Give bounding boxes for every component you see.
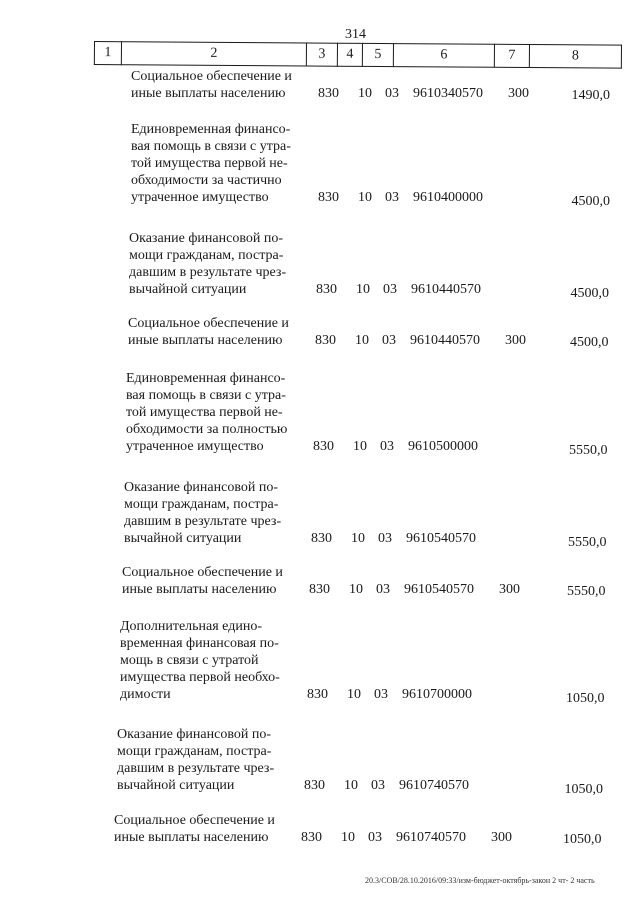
row-description-line: мощи гражданам, постра- bbox=[117, 744, 272, 759]
column-subsection: 03 bbox=[382, 333, 396, 348]
column-ved: 830 bbox=[318, 86, 339, 101]
column-target-article: 9610540570 bbox=[404, 582, 474, 597]
column-amount: 4500,0 bbox=[570, 286, 609, 301]
column-subsection: 03 bbox=[385, 190, 399, 205]
column-section: 10 bbox=[344, 778, 358, 793]
header-col-8: 8 bbox=[529, 45, 621, 69]
column-ved: 830 bbox=[318, 190, 339, 205]
header-col-3: 3 bbox=[306, 43, 337, 66]
column-subsection: 03 bbox=[378, 531, 392, 546]
row-description-line: Оказание финансовой по- bbox=[129, 231, 283, 246]
column-target-article: 9610740570 bbox=[396, 830, 466, 845]
row-description-line: давшим в результате чрез- bbox=[124, 514, 282, 529]
column-ved: 830 bbox=[313, 439, 334, 454]
header-col-4: 4 bbox=[337, 43, 362, 66]
column-target-article: 9610500000 bbox=[408, 439, 478, 454]
page-number: 314 bbox=[345, 27, 366, 42]
column-target-article: 9610340570 bbox=[413, 86, 483, 101]
header-col-2: 2 bbox=[121, 42, 306, 66]
row-description-line: Социальное обеспечение и bbox=[114, 813, 275, 828]
column-amount: 1050,0 bbox=[564, 782, 603, 797]
column-amount: 4500,0 bbox=[570, 335, 609, 350]
column-section: 10 bbox=[355, 333, 369, 348]
column-expense-type: 300 bbox=[499, 582, 520, 597]
column-ved: 830 bbox=[307, 687, 328, 702]
row-description-line: вая помощь в связи с утра- bbox=[131, 139, 291, 154]
row-description-line: Оказание финансовой по- bbox=[117, 727, 271, 742]
column-target-article: 9610440570 bbox=[411, 282, 481, 297]
column-ved: 830 bbox=[309, 582, 330, 597]
column-target-article: 9610740570 bbox=[399, 778, 469, 793]
column-section: 10 bbox=[353, 439, 367, 454]
row-description-line: вычайной ситуации bbox=[117, 778, 235, 793]
column-section: 10 bbox=[349, 582, 363, 597]
column-subsection: 03 bbox=[374, 687, 388, 702]
column-target-article: 9610540570 bbox=[406, 531, 476, 546]
row-description-line: Социальное обеспечение и bbox=[122, 565, 283, 580]
header-col-5: 5 bbox=[362, 43, 393, 66]
column-expense-type: 300 bbox=[491, 830, 512, 845]
column-target-article: 9610440570 bbox=[410, 333, 480, 348]
row-description-line: вычайной ситуации bbox=[124, 531, 242, 546]
row-description-line: временная финансовая по- bbox=[120, 636, 279, 651]
column-amount: 1050,0 bbox=[566, 691, 605, 706]
footer-note: 20.3/СОВ/28.10.2016/09:33/изм-бюджет-октябрь-закон 2 чт- 2 часть bbox=[365, 876, 595, 885]
row-description-line: давшим в результате чрез- bbox=[117, 761, 275, 776]
column-amount: 5550,0 bbox=[568, 535, 607, 550]
row-description-line: Единовременная финансо- bbox=[126, 371, 286, 386]
row-description-line: иные выплаты населению bbox=[114, 830, 269, 845]
header-col-1: 1 bbox=[94, 42, 121, 65]
row-description-line: мощь в связи с утратой bbox=[120, 653, 259, 668]
header-col-6: 6 bbox=[393, 44, 494, 68]
column-target-article: 9610700000 bbox=[402, 687, 472, 702]
column-amount: 5550,0 bbox=[567, 584, 606, 599]
column-ved: 830 bbox=[315, 333, 336, 348]
column-section: 10 bbox=[356, 282, 370, 297]
column-expense-type: 300 bbox=[505, 333, 526, 348]
column-section: 10 bbox=[358, 190, 372, 205]
row-description-line: обходимости за полностью bbox=[126, 422, 288, 437]
row-description-line: Единовременная финансо- bbox=[131, 122, 291, 137]
row-description-line: Социальное обеспечение и bbox=[131, 69, 292, 84]
header-col-7: 7 bbox=[494, 44, 529, 67]
row-description-line: той имущества первой не- bbox=[126, 405, 283, 420]
column-subsection: 03 bbox=[371, 778, 385, 793]
column-subsection: 03 bbox=[376, 582, 390, 597]
row-description-line: Социальное обеспечение и bbox=[128, 316, 289, 331]
row-description-line: димости bbox=[120, 687, 171, 702]
row-description-line: утраченное имущество bbox=[131, 190, 269, 205]
column-amount: 5550,0 bbox=[569, 443, 608, 458]
row-description bbox=[114, 812, 292, 846]
column-section: 10 bbox=[351, 531, 365, 546]
row-description-line: иные выплаты населению bbox=[128, 333, 283, 348]
row-description-line: обходимости за частично bbox=[131, 173, 282, 188]
row-description-line: мощи гражданам, постра- bbox=[124, 497, 279, 512]
column-amount: 1490,0 bbox=[571, 88, 610, 103]
row-description-line: мощи гражданам, постра- bbox=[129, 248, 284, 263]
row-description-line: давшим в результате чрез- bbox=[129, 265, 287, 280]
column-section: 10 bbox=[358, 86, 372, 101]
column-section: 10 bbox=[347, 687, 361, 702]
row-description-line: иные выплаты населению bbox=[122, 582, 277, 597]
column-target-article: 9610400000 bbox=[413, 190, 483, 205]
column-expense-type: 300 bbox=[508, 86, 529, 101]
column-ved: 830 bbox=[316, 282, 337, 297]
column-subsection: 03 bbox=[368, 830, 382, 845]
column-subsection: 03 bbox=[385, 86, 399, 101]
row-description-line: той имущества первой не- bbox=[131, 156, 288, 171]
column-subsection: 03 bbox=[380, 439, 394, 454]
row-description-line: утраченное имущество bbox=[126, 439, 264, 454]
column-amount: 1050,0 bbox=[563, 832, 602, 847]
row-description-line: иные выплаты населению bbox=[131, 86, 286, 101]
row-description-line: имущества первой необхо- bbox=[120, 670, 280, 685]
row-description-line: вая помощь в связи с утра- bbox=[126, 388, 286, 403]
column-amount: 4500,0 bbox=[571, 194, 610, 209]
column-subsection: 03 bbox=[383, 282, 397, 297]
row-description-line: Оказание финансовой по- bbox=[124, 480, 278, 495]
row-description-line: вычайной ситуации bbox=[129, 282, 247, 297]
column-ved: 830 bbox=[311, 531, 332, 546]
column-ved: 830 bbox=[304, 778, 325, 793]
column-ved: 830 bbox=[301, 830, 322, 845]
column-section: 10 bbox=[341, 830, 355, 845]
row-description-line: Дополнительная едино- bbox=[120, 619, 262, 634]
